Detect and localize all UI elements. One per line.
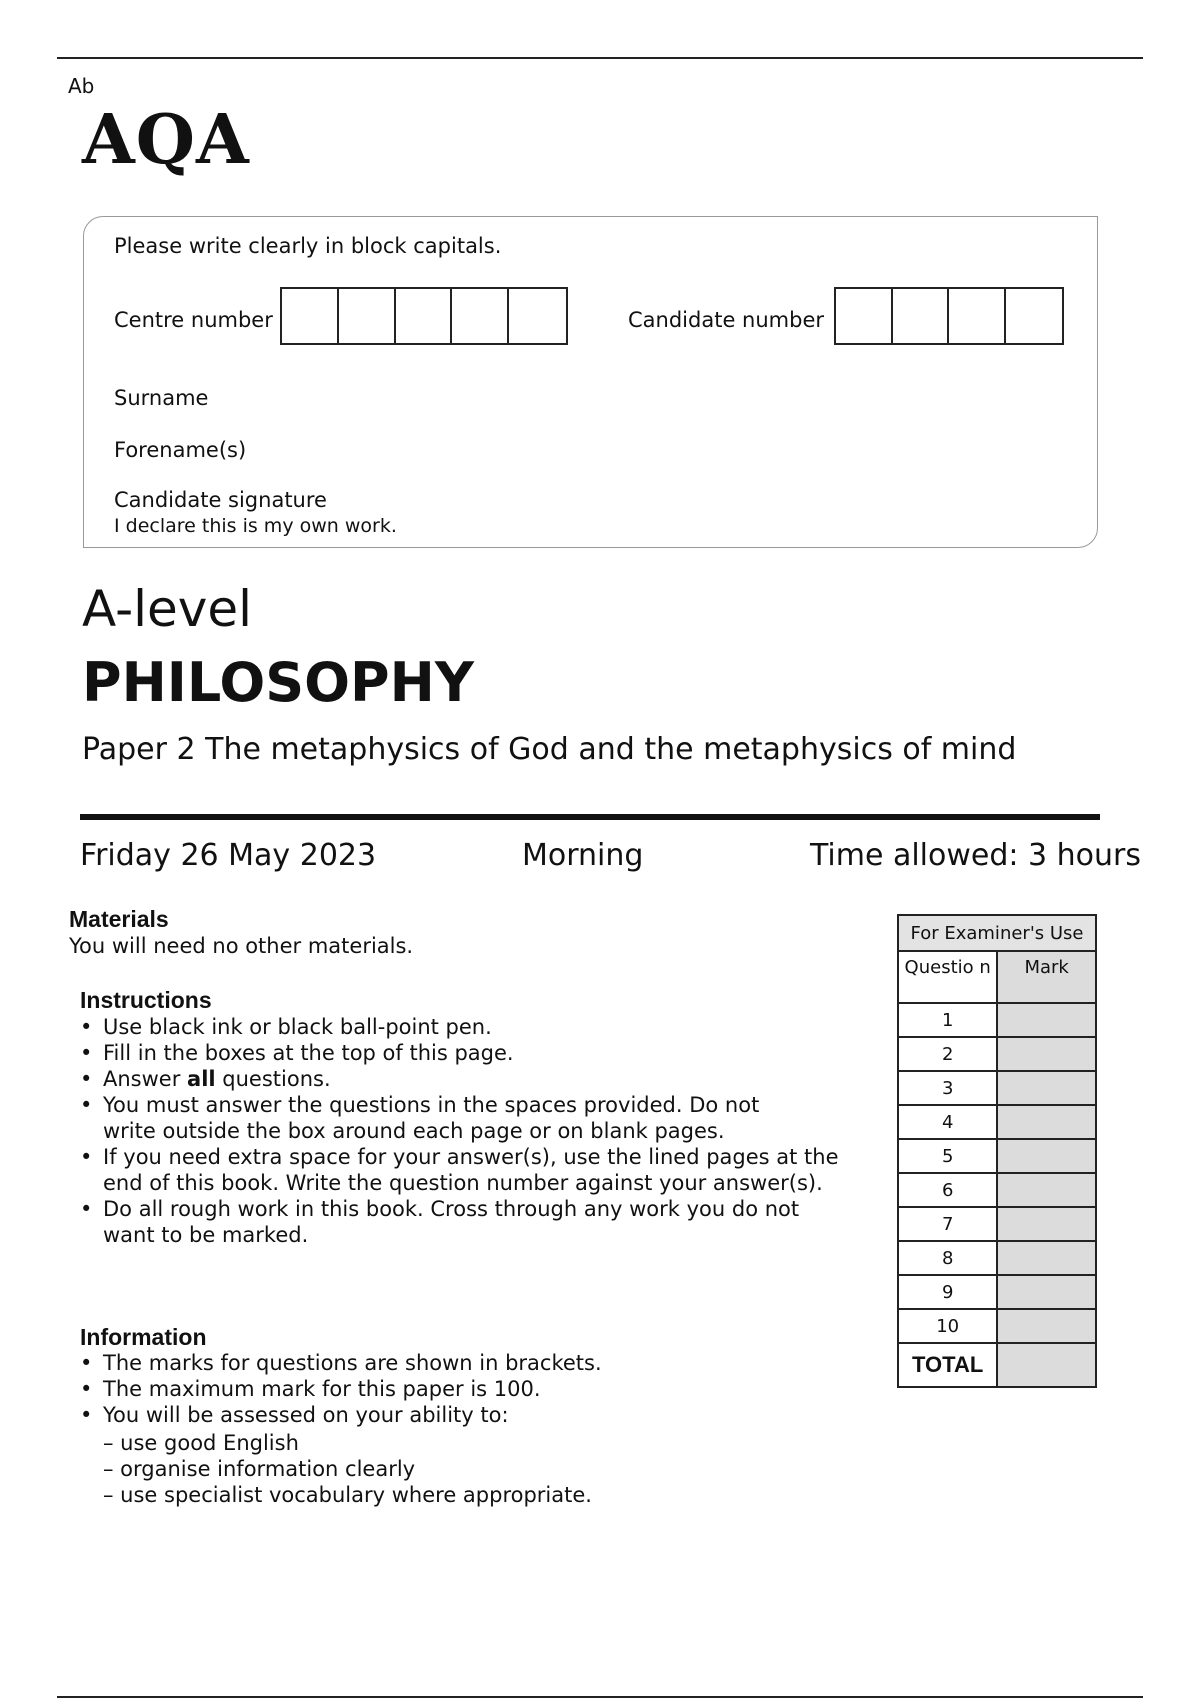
mark-cell xyxy=(997,1309,1096,1343)
list-item: • You will be assessed on your ability to: xyxy=(80,1402,840,1428)
paper-title: Paper 2 The metaphysics of God and the metaphysics of mind xyxy=(82,732,1017,767)
declaration-text: I declare this is my own work. xyxy=(114,515,397,537)
table-row xyxy=(898,1173,1096,1207)
list-item: • The marks for questions are shown in brackets. xyxy=(80,1350,840,1376)
list-item: • Do all rough work in this book. Cross through any work you do not want to be marked. xyxy=(80,1196,823,1248)
question-number: 6 xyxy=(898,1173,997,1207)
mark-cell xyxy=(997,1275,1096,1309)
question-number: 4 xyxy=(898,1105,997,1139)
candidate-number-boxes[interactable] xyxy=(834,287,1064,345)
information-list xyxy=(80,1350,840,1428)
examiner-table-title: For Examiner's Use xyxy=(898,915,1096,951)
table-row xyxy=(898,1139,1096,1173)
instructions-list xyxy=(80,1014,860,1248)
table-row xyxy=(898,1207,1096,1241)
mark-cell xyxy=(997,1071,1096,1105)
table-row xyxy=(898,1037,1096,1071)
list-item: – organise information clearly xyxy=(103,1457,416,1481)
question-number: 8 xyxy=(898,1241,997,1275)
centre-number-label: Centre number xyxy=(114,308,273,332)
list-item: • Fill in the boxes at the top of this page. xyxy=(80,1040,860,1066)
mark-column-header: Mark xyxy=(997,951,1096,1003)
qualification-level: A-level xyxy=(82,580,253,638)
centre-digit-box[interactable] xyxy=(509,289,566,343)
mark-cell xyxy=(997,1241,1096,1275)
total-label: TOTAL xyxy=(898,1343,997,1387)
list-item: • If you need extra space for your answer(s), use the lined pages at the end of this book. Write the question number against your answer(s). xyxy=(80,1144,863,1196)
question-number: 7 xyxy=(898,1207,997,1241)
question-number: 3 xyxy=(898,1071,997,1105)
total-row xyxy=(898,1343,1096,1387)
centre-digit-box[interactable] xyxy=(339,289,396,343)
list-item: • The maximum mark for this paper is 100. xyxy=(80,1376,840,1402)
list-item: – use good English xyxy=(103,1431,299,1455)
mark-cell xyxy=(997,1037,1096,1071)
exam-date: Friday 26 May 2023 xyxy=(80,838,377,873)
question-number: 1 xyxy=(898,1003,997,1037)
total-mark-cell xyxy=(997,1343,1096,1387)
time-allowed: Time allowed: 3 hours xyxy=(810,838,1142,873)
surname-label: Surname xyxy=(114,386,209,410)
table-row xyxy=(898,1105,1096,1139)
bottom-rule xyxy=(57,1696,1143,1698)
paper-code: Ab xyxy=(68,74,95,98)
mark-cell xyxy=(997,1003,1096,1037)
materials-text: You will need no other materials. xyxy=(69,934,414,958)
list-item: • Answer all questions. xyxy=(80,1066,860,1092)
mark-cell xyxy=(997,1173,1096,1207)
top-rule xyxy=(57,57,1143,59)
table-row xyxy=(898,1241,1096,1275)
title-divider xyxy=(80,814,1100,820)
assessment-criteria-list xyxy=(80,1430,863,1508)
centre-digit-box[interactable] xyxy=(396,289,453,343)
mark-cell xyxy=(997,1105,1096,1139)
question-number: 10 xyxy=(898,1309,997,1343)
table-row xyxy=(898,1275,1096,1309)
candidate-digit-box[interactable] xyxy=(893,289,950,343)
candidate-number-label: Candidate number xyxy=(628,308,824,332)
centre-digit-box[interactable] xyxy=(452,289,509,343)
centre-digit-box[interactable] xyxy=(282,289,339,343)
signature-label: Candidate signature xyxy=(114,488,327,512)
centre-number-boxes[interactable] xyxy=(280,287,568,345)
candidate-digit-box[interactable] xyxy=(949,289,1006,343)
candidate-digit-box[interactable] xyxy=(1006,289,1062,343)
exam-session: Morning xyxy=(522,838,644,873)
list-item: • You must answer the questions in the spaces provided. Do not write outside the box around each page or on blank pages. xyxy=(80,1092,763,1144)
question-number: 5 xyxy=(898,1139,997,1173)
mark-cell xyxy=(997,1207,1096,1241)
subject-title: PHILOSOPHY xyxy=(82,651,474,714)
list-item: – use specialist vocabulary where appropriate. xyxy=(103,1483,592,1507)
mark-cell xyxy=(997,1139,1096,1173)
table-row xyxy=(898,1003,1096,1037)
table-row xyxy=(898,1309,1096,1343)
block-capitals-instruction: Please write clearly in block capitals. xyxy=(114,234,502,258)
forenames-label: Forename(s) xyxy=(114,438,247,462)
list-item: • Use black ink or black ball-point pen. xyxy=(80,1014,860,1040)
aqa-logo: AQA xyxy=(82,100,250,180)
question-column-header: Questio n xyxy=(898,951,997,1003)
examiner-use-table xyxy=(897,914,1097,1388)
table-row xyxy=(898,1071,1096,1105)
question-number: 2 xyxy=(898,1037,997,1071)
instructions-heading: Instructions xyxy=(80,987,212,1013)
materials-heading: Materials xyxy=(69,906,169,932)
information-heading: Information xyxy=(80,1324,207,1350)
question-number: 9 xyxy=(898,1275,997,1309)
candidate-digit-box[interactable] xyxy=(836,289,893,343)
